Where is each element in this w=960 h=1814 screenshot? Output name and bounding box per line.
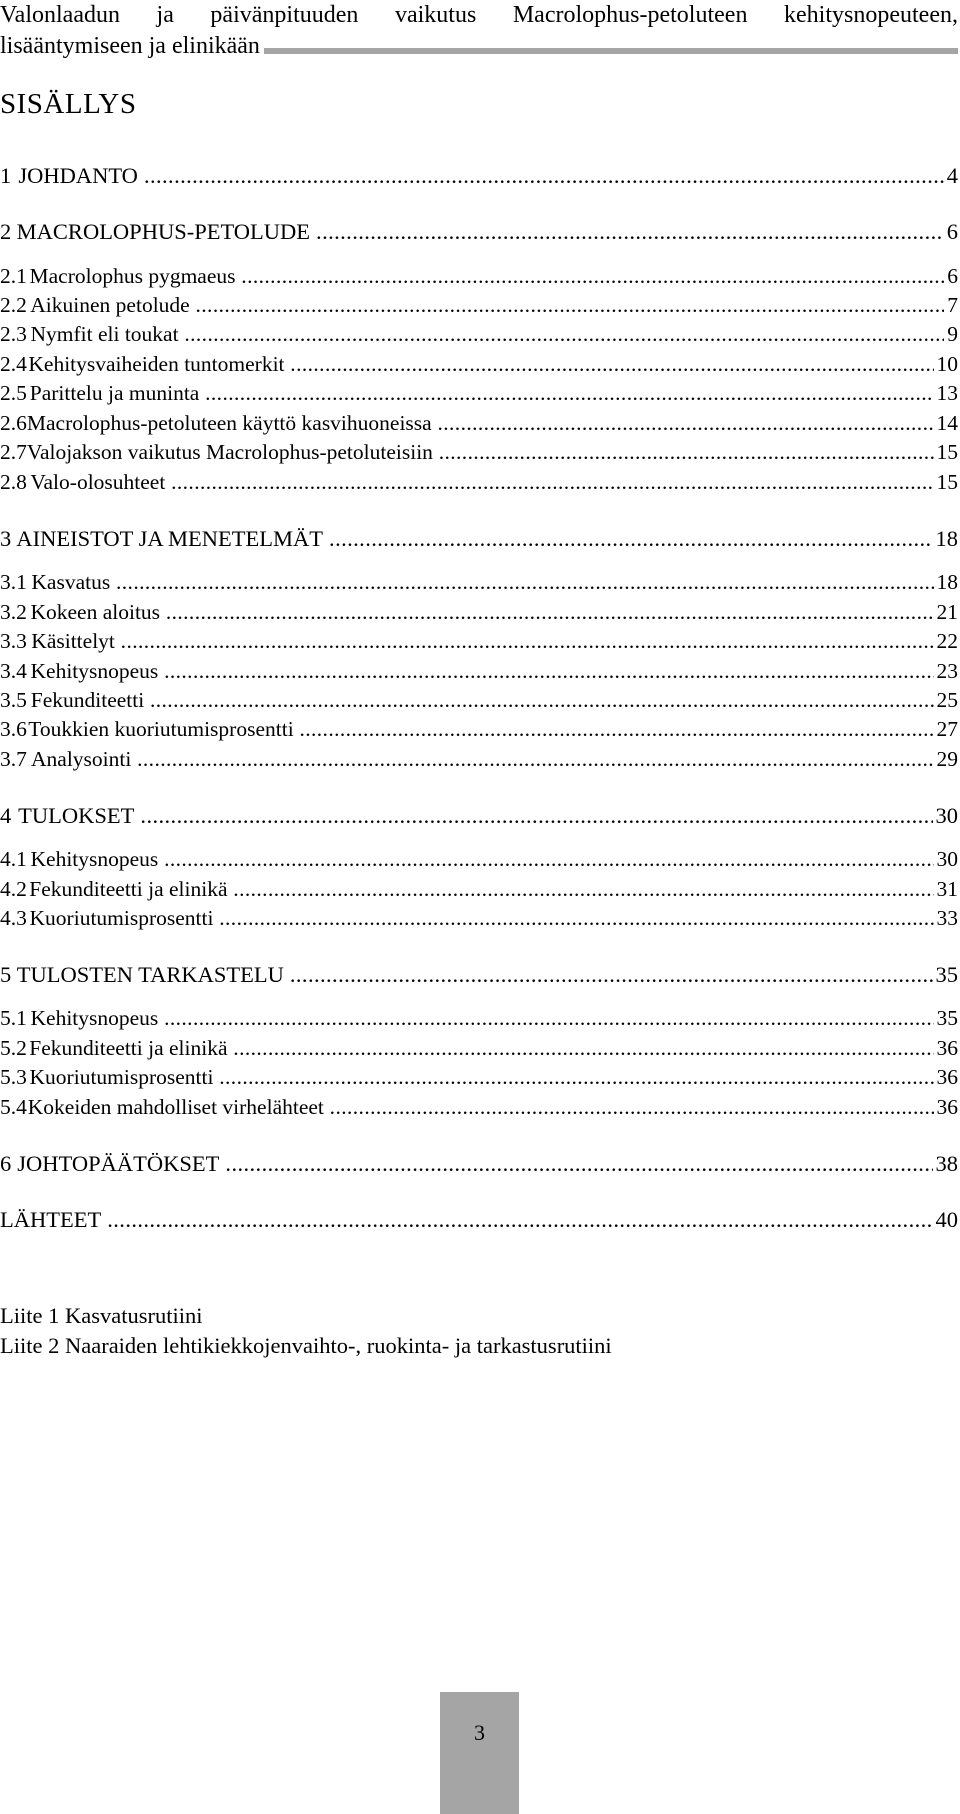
- running-header: [0, 0, 958, 62]
- toc-entry-page: 4: [946, 163, 958, 188]
- toc-entry-number: 3: [0, 526, 12, 551]
- toc-entry-3-4[interactable]: [0, 659, 958, 687]
- appendix-1: Liite 1 Kasvatusrutiini: [0, 1303, 203, 1328]
- toc-entry-number: 3.7: [0, 747, 27, 771]
- toc-entry-number: 3.4: [0, 659, 27, 683]
- toc-entry-title: Kuoriutumisprosentti .....: [30, 1065, 934, 1090]
- toc-entry-page: 36: [936, 1095, 958, 1119]
- toc-entry-title: Nymfit eli toukat .....: [30, 322, 944, 347]
- toc-entry-4-2[interactable]: [0, 877, 958, 905]
- toc-entry-number: 1: [0, 163, 12, 188]
- toc-entry-page: 10: [936, 352, 958, 376]
- toc-entry-page: 18: [935, 526, 958, 551]
- page-number: 3: [474, 1720, 485, 1745]
- toc-title: SISÄLLYS: [0, 88, 137, 120]
- toc-entry-page: 7: [947, 293, 958, 317]
- toc-entry-5-4[interactable]: [0, 1095, 958, 1123]
- toc-entry-title: Käsittelyt .....: [31, 629, 933, 654]
- toc-entry-page: 13: [936, 381, 958, 405]
- toc-entry-number: 4.1: [0, 847, 27, 871]
- toc-entry-title: AINEISTOT JA MENETELMÄT .....: [16, 526, 932, 552]
- toc-entry-title: Kuoriutumisprosentti .....: [30, 906, 934, 931]
- toc-entry-page: 6: [947, 264, 958, 288]
- toc-entry-number: 3.2: [0, 600, 27, 624]
- toc-entry-title: Aikuinen petolude .....: [30, 293, 944, 318]
- toc-entry-page: 40: [935, 1207, 958, 1232]
- header-word: Macrolophus-petoluteen: [512, 2, 748, 28]
- toc-entry-title: Kehitysnopeus .....: [31, 1006, 934, 1031]
- toc-entry-page: 6: [946, 219, 958, 244]
- toc-entry-title: Parittelu ja muninta .....: [30, 381, 934, 406]
- toc-entry-title: Valo-olosuhteet .....: [30, 470, 933, 495]
- toc-entry-number: 2.6: [0, 411, 27, 435]
- header-word: kehitysnopeuteen,: [784, 2, 958, 28]
- header-line-1: [0, 0, 958, 31]
- toc-entry-5-1[interactable]: [0, 1006, 958, 1034]
- toc-entry-3-2[interactable]: [0, 600, 958, 628]
- toc-entry-4-1[interactable]: [0, 847, 958, 875]
- toc-entry-title: TULOSTEN TARKASTELU .....: [17, 962, 933, 988]
- toc-entry-number: 2: [0, 219, 12, 244]
- toc-entry-page: 36: [936, 1065, 958, 1089]
- toc-entry-3-3[interactable]: [0, 629, 958, 657]
- toc-entry-page: 31: [936, 877, 958, 901]
- toc-entry-number: 2.7: [0, 440, 27, 464]
- toc-entry-number: 2.4: [0, 352, 27, 376]
- toc-entry-5-3[interactable]: [0, 1065, 958, 1093]
- toc-entry-number: 3.6: [0, 717, 27, 741]
- toc-entry-2-7[interactable]: [0, 440, 958, 468]
- toc-entry-page: 21: [936, 600, 958, 624]
- header-word: ja: [156, 2, 174, 28]
- toc-entry-page: 35: [936, 1006, 958, 1030]
- toc-entry-number: 4.2: [0, 877, 27, 901]
- header-rule: [264, 48, 958, 54]
- toc-entry-title: Macrolophus pygmaeus .....: [30, 264, 945, 289]
- toc-entry-number: 6: [0, 1151, 12, 1176]
- toc-entry-title: Kehitysnopeus .....: [31, 847, 934, 872]
- toc-entry-3[interactable]: [0, 526, 958, 554]
- toc-entry-4[interactable]: [0, 803, 958, 831]
- header-word: vaikutus: [394, 2, 477, 28]
- toc-entry-number: 5.2: [0, 1036, 27, 1060]
- toc-entry-page: 30: [935, 803, 958, 828]
- toc-entry-page: 18: [936, 570, 958, 594]
- toc-entry-4-3[interactable]: [0, 906, 958, 934]
- toc-entry-title: Analysointi .....: [31, 747, 934, 772]
- toc-entry-page: 33: [936, 906, 958, 930]
- toc-entry-title: MACROLOPHUS-PETOLUDE .....: [17, 219, 944, 245]
- toc-entry-title: Toukkien kuoriutumisprosentti .....: [28, 717, 933, 742]
- toc-entry-number: 3.3: [0, 629, 27, 653]
- toc-entry-page: 22: [936, 629, 958, 653]
- toc-entry-title: Valojakson vaikutus Macrolophus-petoluteisiin .....: [27, 440, 934, 465]
- toc-entry-page: 15: [936, 440, 958, 464]
- toc-entry-title: Kehitysnopeus .....: [31, 659, 934, 684]
- toc-entry-5[interactable]: [0, 962, 958, 990]
- toc-entry-page: 38: [935, 1151, 958, 1176]
- toc-entry-number: 4: [0, 803, 12, 828]
- toc-entry-title: Fekunditeetti ja elinikä .....: [29, 877, 933, 902]
- toc-entry-2-6[interactable]: [0, 411, 958, 439]
- toc-entry-references[interactable]: [0, 1207, 958, 1235]
- toc-entry-page: 15: [936, 470, 958, 494]
- toc-entry-page: 25: [936, 688, 958, 712]
- toc-entry-2-2[interactable]: [0, 293, 958, 321]
- toc-entry-number: 5.4: [0, 1095, 27, 1119]
- toc-entry-page: 9: [947, 322, 958, 346]
- toc-entry-title: Fekunditeetti ja elinikä .....: [29, 1036, 933, 1061]
- toc-entry-page: 14: [936, 411, 958, 435]
- toc-entry-number: 2.3: [0, 322, 27, 346]
- toc-entry-1[interactable]: [0, 163, 958, 191]
- toc-entry-number: 4.3: [0, 906, 27, 930]
- header-word: Valonlaadun: [0, 2, 120, 28]
- toc-entry-page: 35: [935, 962, 958, 987]
- header-line-2-text: lisääntymiseen ja elinikään: [0, 33, 260, 59]
- toc-entry-number: 5.1: [0, 1006, 27, 1030]
- toc-entry-page: 30: [936, 847, 958, 871]
- toc-entry-number: 5: [0, 962, 12, 987]
- toc-entry-number: 5.3: [0, 1065, 27, 1089]
- toc-entry-number: 3.1: [0, 570, 27, 594]
- toc-entry-3-1[interactable]: [0, 570, 958, 598]
- toc-entry-2-5[interactable]: [0, 381, 958, 409]
- toc-entry-title: Fekunditeetti .....: [31, 688, 934, 713]
- toc-entry-2-3[interactable]: [0, 322, 958, 350]
- toc-entry-2-1[interactable]: [0, 264, 958, 292]
- toc-entry-page: 29: [936, 747, 958, 771]
- toc-entry-3-5[interactable]: [0, 688, 958, 716]
- toc-entry-title: LÄHTEET .....: [0, 1207, 933, 1233]
- appendix-2: Liite 2 Naaraiden lehtikiekkojenvaihto-, ruokinta- ja tarkastusrutiini: [0, 1333, 612, 1358]
- toc-entry-2[interactable]: [0, 219, 958, 247]
- toc-entry-title: Kehitysvaiheiden tuntomerkit .....: [28, 352, 933, 377]
- toc-entry-page: 23: [936, 659, 958, 683]
- toc-entry-title: TULOKSET .....: [18, 803, 932, 829]
- toc-entry-title: Kasvatus .....: [31, 570, 933, 595]
- toc-entry-3-6[interactable]: [0, 717, 958, 745]
- toc-entry-title: JOHTOPÄÄTÖKSET .....: [17, 1151, 932, 1177]
- page-number-box: [440, 1692, 519, 1814]
- toc-entry-number: 2.2: [0, 293, 27, 317]
- toc-entry-number: 2.8: [0, 470, 27, 494]
- toc-entry-number: 2.1: [0, 264, 27, 288]
- toc-entry-number: 3.5: [0, 688, 27, 712]
- toc-entry-2-4[interactable]: [0, 352, 958, 380]
- header-word: päivänpituuden: [210, 2, 359, 28]
- toc-entry-2-8[interactable]: [0, 470, 958, 498]
- toc-entry-title: Macrolophus-petoluteen käyttö kasvihuoneissa .....: [27, 411, 934, 436]
- toc-entry-title: Kokeiden mahdolliset virhelähteet .....: [28, 1095, 934, 1120]
- toc-entry-page: 27: [936, 717, 958, 741]
- toc-entry-6[interactable]: [0, 1151, 958, 1179]
- toc-entry-page: 36: [936, 1036, 958, 1060]
- toc-entry-title: Kokeen aloitus .....: [30, 600, 933, 625]
- toc-entry-title: JOHDANTO .....: [18, 163, 943, 189]
- toc-entry-number: 2.5: [0, 381, 27, 405]
- toc-entry-3-7[interactable]: [0, 747, 958, 775]
- header-line-2: [0, 31, 958, 62]
- toc-entry-5-2[interactable]: [0, 1036, 958, 1064]
